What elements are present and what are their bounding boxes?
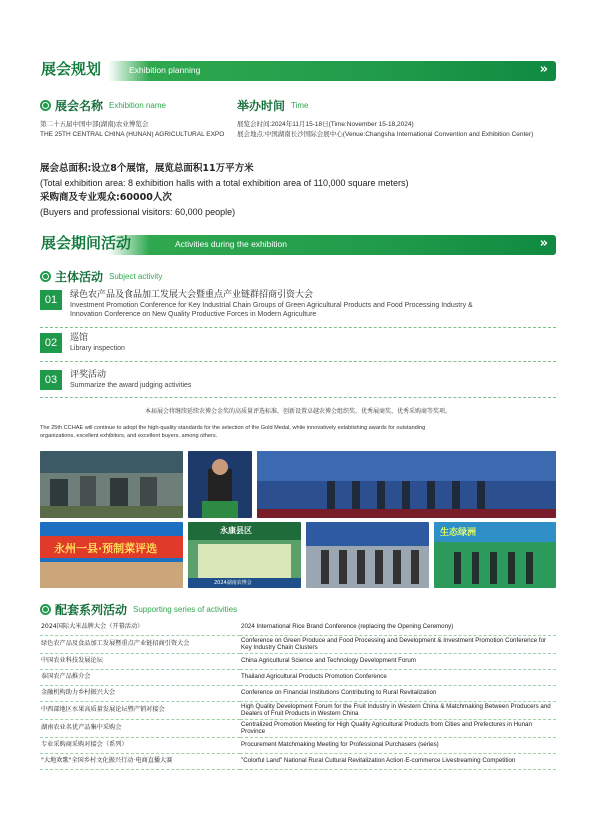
award-paragraph-en-2: organizations, excellent exhibitors, and excellent buyers, among others. [40, 433, 218, 439]
activity-name-en: Centralized Promotion Meeting for High Quality Agricultural Products from Cities and Prefectures in Hunan Province [240, 719, 556, 737]
activity-title-cn: 评奖活动 [70, 370, 107, 380]
photo-speaker [188, 451, 252, 518]
photo-caption: 永州一县·预制菜评选 [54, 542, 158, 555]
photo-stage-ceremony [257, 451, 556, 518]
table-row [40, 653, 556, 669]
table-row [40, 669, 556, 685]
time-label: 举办时间 [237, 99, 286, 113]
activity-name-en: Conference on Financial Institutions Contributing to Rural Revitalization [240, 685, 556, 701]
supporting-activities-label-en: Supporting series of activities [133, 605, 238, 614]
table-row [40, 685, 556, 701]
buyers-en: (Buyers and professional visitors: 60,000 people) [40, 207, 236, 217]
activity-title-en: Investment Promotion Conference for Key Industrial Chain Groups of Green Agricultural Products and Food Processing Industry & [70, 302, 473, 309]
double-chevron-icon: » [539, 236, 548, 251]
activity-number: 01 [40, 290, 62, 310]
banner-title-cn: 展会规划 [41, 60, 102, 78]
activity-name-cn: 专业采购商采购对接会（系列） [40, 737, 240, 753]
activity-name-cn: "大地欢歌"全国乡村文化振兴行动·电商直播大赛 [40, 753, 240, 769]
activity-name-cn: 金融机构助力乡村振兴大会 [40, 685, 240, 701]
activity-title-en-2: Innovation Conference on New Quality Productive Forces in Modern Agriculture [70, 311, 317, 318]
award-paragraph-en: The 25th CCHAE will continue to adopt the high-quality standards for the selection of the Gold Medal, while innovatively establishing awards for outstanding [40, 425, 426, 431]
activity-name-cn: 2024国际大米品牌大会（开幕活动） [40, 619, 240, 635]
activity-title-en: Summarize the award judging activities [70, 382, 192, 389]
supporting-activities-label: 配套系列活动 [55, 603, 128, 617]
activity-name-en: High Quality Development Forum for the Fruit Industry in Western China & Matchmaking Between Producers and Dealers of Fruit Products in Western China [240, 701, 556, 719]
photo-caption: 生态绿洲 [440, 528, 477, 538]
total-area-en: (Total exhibition area: 8 exhibition halls with a total exhibition area of 110,000 square meters) [40, 178, 409, 188]
activity-name-en: "Colorful Land" National Rural Cultural Revitalization Action·E-commerce Livestreaming Competition [240, 753, 556, 769]
activity-name-en: China Agricultural Science and Technology Development Forum [240, 653, 556, 669]
activity-item [40, 290, 556, 318]
exhibition-name-label: 展会名称 [55, 99, 104, 113]
table-row [40, 619, 556, 635]
banner-title-en: Activities during the exhibition [175, 239, 287, 249]
photo-ecology-stage [434, 522, 556, 588]
activity-name-cn: 中国农业科技发展论坛 [40, 653, 240, 669]
bullet-icon [40, 271, 51, 282]
supporting-activities-heading [40, 601, 237, 618]
exhibition-name-value-cn: 第二十五届中国中部(湖南)农业博览会 [40, 121, 149, 128]
photo-caption: 永康县区 [220, 526, 252, 535]
table-row [40, 701, 556, 719]
activity-title-en: Library inspection [70, 345, 125, 352]
activity-title-cn: 巡馆 [70, 333, 89, 343]
subject-activity-heading [40, 268, 162, 285]
photo-conference [306, 522, 429, 588]
activity-number: 02 [40, 333, 62, 353]
banner-title-en: Exhibition planning [129, 65, 201, 75]
buyers-cn: 采购商及专业观众:60000人次 [40, 192, 172, 203]
activity-name-en: Thailand Agricultural Products Promotion Conference [240, 669, 556, 685]
bullet-icon [40, 100, 51, 111]
photo-award-ceremony [40, 451, 183, 518]
activity-item [40, 333, 556, 355]
double-chevron-icon: » [539, 62, 548, 77]
photo-caption: 2024湖南农博会 [214, 580, 252, 586]
supporting-activities-table [40, 619, 556, 770]
activity-name-cn: 泰国农产品推介会 [40, 669, 240, 685]
activity-name-cn: 绿色农产品及食品加工发展暨重点产业链招商引资大会 [40, 635, 240, 653]
table-row [40, 719, 556, 737]
table-row [40, 753, 556, 769]
activity-item [40, 370, 556, 392]
banner-title-cn: 展会期间活动 [41, 234, 132, 252]
divider [40, 327, 556, 328]
activity-title-cn: 绿色农产品及食品加工发展大会暨重点产业链群招商引资大会 [70, 290, 314, 300]
table-row [40, 635, 556, 653]
activity-name-cn: 中西部地区水果高质量发展论坛暨产销对接会 [40, 701, 240, 719]
time-heading [237, 97, 309, 114]
total-area-cn: 展会总面积:设立8个展馆，展览总面积11万平方米 [40, 163, 254, 174]
bullet-icon [40, 604, 51, 615]
divider [40, 361, 556, 362]
time-label-en: Time [291, 101, 309, 110]
activities-banner [35, 235, 556, 255]
activity-number: 03 [40, 370, 62, 390]
exhibition-name-label-en: Exhibition name [109, 101, 166, 110]
activity-name-en: 2024 International Rice Brand Conference (replacing the Opening Ceremony) [240, 619, 556, 635]
subject-activity-label-en: Subject activity [109, 272, 163, 281]
table-row [40, 737, 556, 753]
activity-name-en: Procurement Matchmaking Meeting for Professional Purchasers (series) [240, 737, 556, 753]
photo-exhibition-booth [188, 522, 301, 588]
photo-prepared-food-contest [40, 522, 183, 588]
time-value: 展览会时间:2024年11月15-18日(Time:November 15-18,2024) [237, 121, 414, 128]
exhibition-name-heading [40, 97, 166, 114]
activity-name-cn: 湖南农业名优产品集中采购会 [40, 719, 240, 737]
divider [40, 397, 556, 398]
award-paragraph-cn: 本届展会将继续延续农博会金奖的高质量评选标准，创新设置卓越农博会组织奖、优秀展商奖、优秀采购商等奖项。 [144, 408, 451, 415]
activity-name-en: Conference on Green Produce and Food Processing and Development & Investment Promotion Conference for Key Industry Chain Clusters [240, 635, 556, 653]
exhibition-name-value-en: THE 25TH CENTRAL CHINA (HUNAN) AGRICULTURAL EXPO [40, 131, 225, 138]
venue-value: 展会地点:中国湖南长沙国际会展中心(Venue:Changsha International Convention and Exhibition Center) [237, 131, 534, 138]
exhibition-planning-banner [35, 61, 556, 81]
subject-activity-label: 主体活动 [55, 270, 104, 284]
